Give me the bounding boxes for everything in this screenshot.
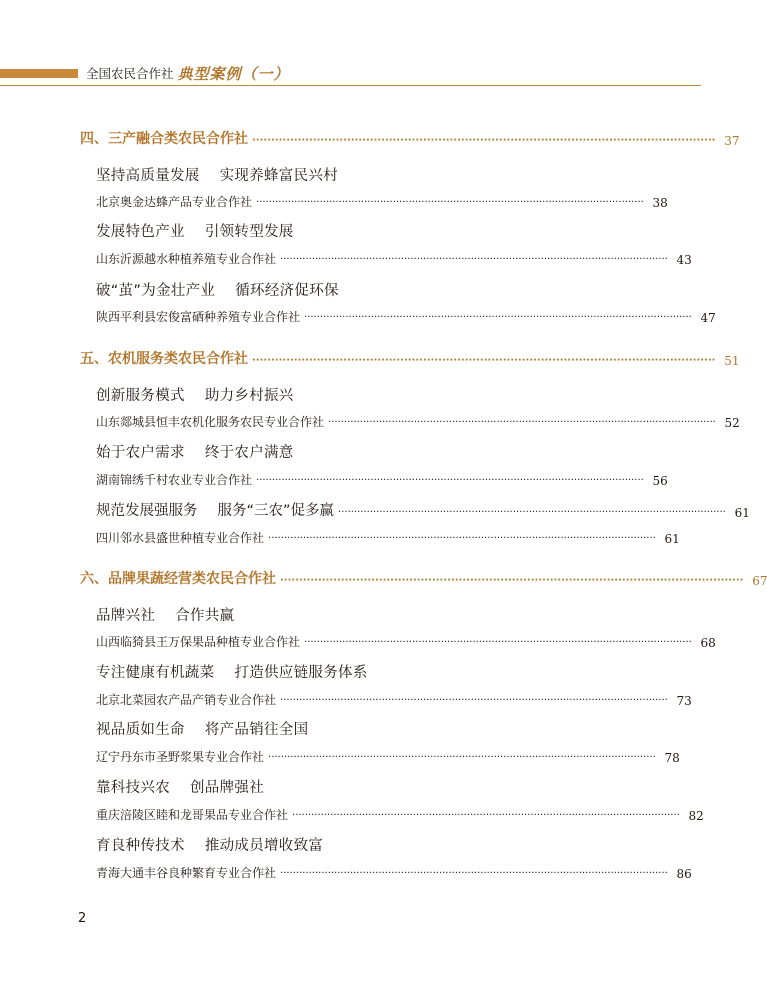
toc-entry[interactable] (96, 864, 692, 881)
toc-entry[interactable] (96, 806, 704, 823)
book-title: 全国农民合作社 (86, 66, 174, 81)
page-ref: 86 (676, 867, 692, 881)
toc-entry[interactable] (96, 471, 668, 488)
dot-leader: ·························································································································· (252, 135, 716, 146)
org-name: 湖南锦绣千村农业专业合作社 (96, 473, 253, 487)
dot-leader: ·························································································································· (280, 254, 668, 265)
case-title: 专注健康有机蔬菜 打造供应链服务体系 (96, 665, 368, 681)
toc-entry[interactable] (96, 529, 680, 546)
org-name: 山东沂源越水种植养殖专业合作社 (96, 252, 277, 266)
header-accent-bar (0, 69, 78, 78)
dot-leader: ·························································································································· (280, 695, 668, 706)
dot-leader: ·························································································································· (268, 533, 656, 544)
section-label: 五、农机服务类农民合作社 (80, 351, 248, 367)
page-ref: 56 (652, 474, 668, 488)
page-ref: 73 (676, 694, 692, 708)
toc-entry[interactable] (96, 633, 716, 650)
page-ref: 37 (724, 134, 740, 148)
toc-entry[interactable] (96, 193, 668, 210)
page-ref: 68 (700, 636, 716, 650)
dot-leader: ·························································································································· (338, 507, 726, 518)
org-name: 山东郯城县恒丰农机化服务农民专业合作社 (96, 415, 325, 429)
page-ref: 67 (752, 574, 767, 588)
toc-entry[interactable] (96, 308, 716, 325)
page-ref: 43 (676, 253, 692, 267)
dot-leader: ·························································································································· (256, 197, 644, 208)
toc-entry-title[interactable] (96, 499, 750, 520)
page-ref: 47 (700, 311, 716, 325)
page-ref: 61 (734, 506, 750, 520)
header-rule (0, 85, 701, 86)
toc-section-6[interactable] (80, 568, 767, 588)
case-title: 坚持高质量发展 实现养蜂富民兴村 (96, 168, 339, 184)
section-label: 四、三产融合类农民合作社 (80, 131, 248, 147)
org-name: 山西临猗县王万保果品种植专业合作社 (96, 635, 301, 649)
page-ref: 52 (724, 416, 740, 430)
dot-leader: ·························································································································· (328, 417, 716, 428)
case-title: 创新服务模式 助力乡村振兴 (96, 388, 294, 404)
toc-entry[interactable] (96, 748, 680, 765)
page-ref: 82 (688, 809, 704, 823)
book-subtitle-brand: 典型案例（一） (177, 64, 290, 83)
page-ref: 78 (664, 751, 680, 765)
toc-entry[interactable] (96, 250, 692, 267)
case-title: 视品质如生命 将产品销往全国 (96, 722, 309, 738)
toc-entry[interactable] (96, 691, 692, 708)
running-header (86, 63, 290, 83)
dot-leader: ·························································································································· (280, 868, 668, 879)
org-name: 辽宁丹东市圣野浆果专业合作社 (96, 750, 265, 764)
case-title: 靠科技兴农 创品牌强社 (96, 780, 264, 796)
toc-section-4[interactable] (80, 128, 740, 148)
case-title: 规范发展强服务 服务“三农”促多赢 (96, 503, 335, 519)
section-label: 六、品牌果蔬经营类农民合作社 (80, 571, 276, 587)
dot-leader: ·························································································································· (304, 312, 692, 323)
page-number: 2 (78, 911, 87, 926)
page-ref: 61 (664, 532, 680, 546)
page-ref: 38 (652, 196, 668, 210)
org-name: 青海大通丰谷良种繁育专业合作社 (96, 866, 277, 880)
dot-leader: ·························································································································· (304, 637, 692, 648)
page-ref: 51 (724, 354, 740, 368)
dot-leader: ·························································································································· (252, 355, 716, 366)
org-name: 北京北菜园农产品产销专业合作社 (96, 693, 277, 707)
toc-entry[interactable] (96, 413, 740, 430)
case-title: 育良种传技术 推动成员增收致富 (96, 838, 324, 854)
case-title: 品牌兴社 合作共赢 (96, 608, 235, 624)
dot-leader: ·························································································································· (292, 810, 680, 821)
org-name: 北京奥金达蜂产品专业合作社 (96, 195, 253, 209)
org-name: 四川邻水县盛世种植专业合作社 (96, 531, 265, 545)
dot-leader: ·························································································································· (268, 752, 656, 763)
toc-section-5[interactable] (80, 348, 740, 368)
case-title: 发展特色产业 引领转型发展 (96, 224, 294, 240)
case-title: 始于农户需求 终于农户满意 (96, 445, 294, 461)
case-title: 破“茧”为金壮产业 循环经济促环保 (96, 283, 339, 299)
dot-leader: ·························································································································· (280, 575, 744, 586)
org-name: 重庆涪陵区睦和龙哥果品专业合作社 (96, 808, 289, 822)
org-name: 陕西平利县宏俊富硒种养殖专业合作社 (96, 310, 301, 324)
dot-leader: ·························································································································· (256, 475, 644, 486)
